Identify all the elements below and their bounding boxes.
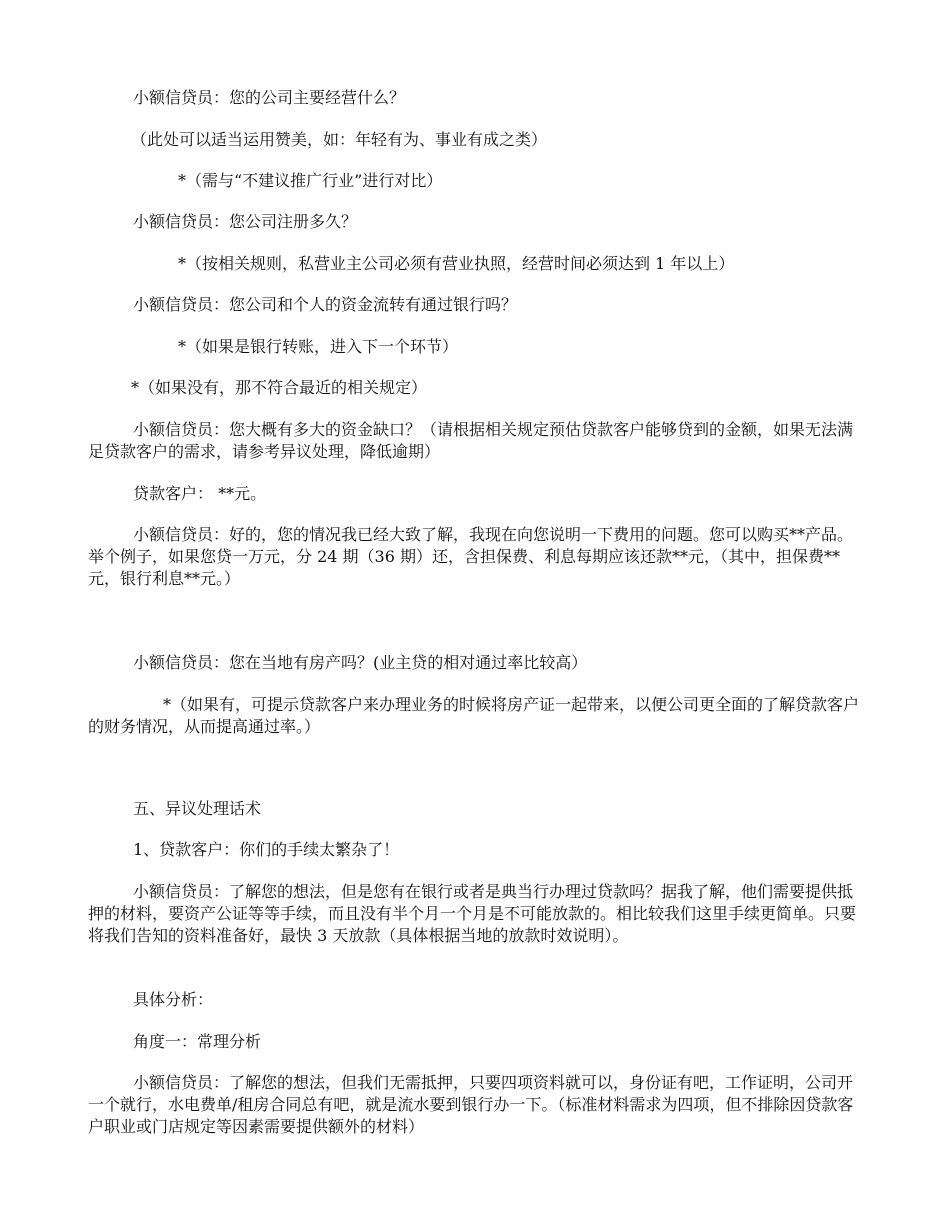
paragraph-license-note: *（按相关规则，私营业主公司必须有营业执照，经营时间必须达到 1 年以上） (178, 254, 735, 273)
paragraph-praise-note: （此处可以适当运用赞美，如：年轻有为、事业有成之类） (131, 130, 548, 149)
paragraph-bank-flow-question: 小额信贷员：您公司和个人的资金流转有通过银行吗？ (133, 295, 518, 314)
paragraph-registration-question: 小额信贷员：您公司注册多久？ (133, 212, 358, 231)
paragraph-common-sense-response: 小额信贷员：了解您的想法，但我们无需抵押，只要四项资料就可以，身份证有吧，工作证明，公司开一个就行，水电费单/租房合同总有吧，就是流水要到银行办一下。（标准材料需求为四项，但不排除因贷款客户职业或门店规定等因素需要提供额外的材料） (88, 1073, 854, 1136)
paragraph-objection-heading: 1、贷款客户：你们的手续太繁杂了！ (133, 840, 400, 859)
paragraph-objection-response: 小额信贷员：了解您的想法，但是您有在银行或者是典当行办理过贷款吗？据我了解，他们需要提供抵押的材料，要资产公证等等手续，而且没有半个月一个月是不可能放款的。相比较我们这里手续更简单。只要将我们告知的资料准备好，最快 3 天放款（具体根据当地的放款时效说明）。 (88, 882, 857, 945)
paragraph-business-question: 小额信贷员：您的公司主要经营什么？ (133, 88, 406, 107)
section-heading: 五、异议处理话术 (133, 799, 262, 818)
paragraph-funding-gap-question: 小额信贷员：您大概有多大的资金缺口？（请根据相关规定预估贷款客户能够贷到的金额，如果无法满足贷款客户的需求，请参考异议处理，降低逾期） (88, 420, 854, 461)
paragraph-fee-explanation: 小额信贷员：好的，您的情况我已经大致了解，我现在向您说明一下费用的问题。您可以购买**产品。举个例子，如果您贷一万元，分 24 期（36 期）还，含担保费、利息每期应该还款**元，（其中，担保费**元，银行利息**元。） (88, 525, 854, 588)
paragraph-property-note: *（如果有，可提示贷款客户来办理业务的时候将房产证一起带来，以便公司更全面的了解贷款客户的财务情况，从而提高通过率。） (88, 695, 860, 736)
paragraph-property-question: 小额信贷员：您在当地有房产吗？(业主贷的相对通过率比较高） (133, 653, 588, 672)
paragraph-no-transfer-note: *（如果没有，那不符合最近的相关规定） (131, 378, 428, 397)
paragraph-bank-transfer-note: *（如果是银行转账，进入下一个环节） (178, 337, 459, 356)
paragraph-client-amount: 贷款客户： **元。 (133, 484, 267, 503)
paragraph-angle-one: 角度一：常理分析 (133, 1032, 262, 1051)
paragraph-analysis-label: 具体分析： (133, 990, 214, 1009)
paragraph-industry-note: *（需与“不建议推广行业”进行对比） (178, 171, 443, 190)
